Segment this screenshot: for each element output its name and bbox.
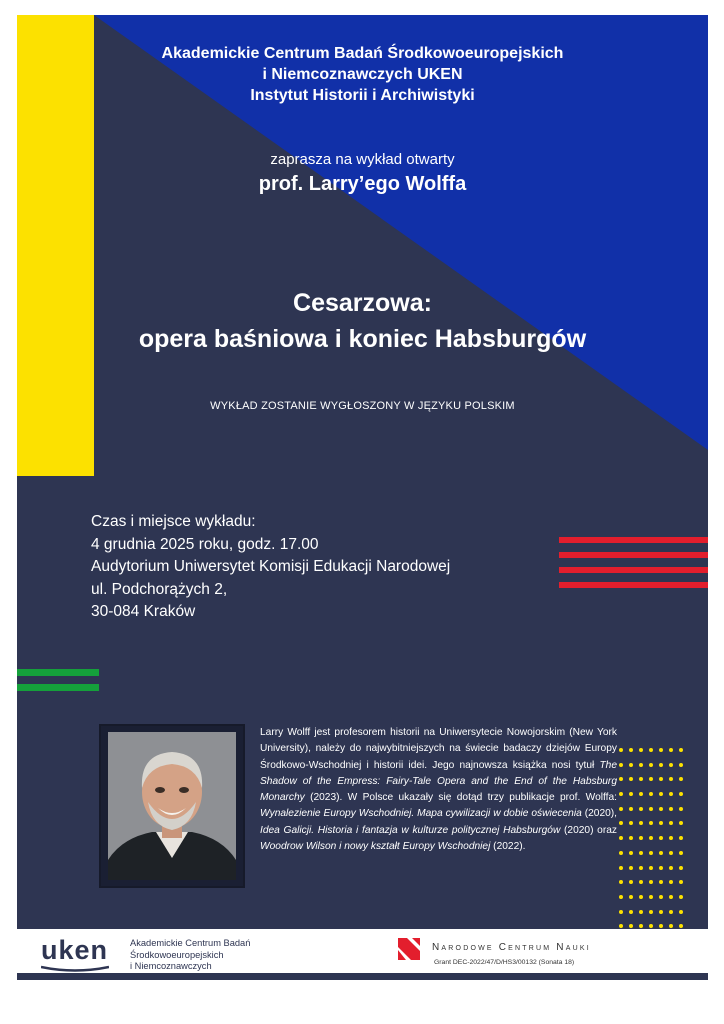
yellow-dot	[619, 895, 623, 899]
red-stripe	[559, 552, 708, 558]
bio-text: (2023). W Polsce ukazały się dotąd trzy publikacje prof. Wolffa:	[304, 792, 617, 804]
yellow-dot	[649, 836, 653, 840]
lecture-title-line-1: Cesarzowa:	[293, 289, 432, 317]
yellow-dot	[639, 910, 643, 914]
details-venue: Audytorium Uniwersytet Komisji Edukacji Narodowej	[91, 558, 451, 575]
poster	[17, 15, 708, 980]
lecture-title-line-2: opera baśniowa i koniec Habsburgów	[138, 325, 587, 353]
yellow-dot	[649, 851, 653, 855]
yellow-dot	[659, 792, 663, 796]
yellow-dot	[679, 836, 683, 840]
yellow-dot	[659, 807, 663, 811]
yellow-dot	[639, 895, 643, 899]
details-heading: Czas i miejsce wykładu:	[91, 513, 256, 530]
bio-book-title: Idea Galicji. Historia i fantazja w kulturze politycznej Habsburgów	[260, 824, 561, 836]
yellow-dot	[639, 866, 643, 870]
yellow-dot	[659, 836, 663, 840]
organizer-line-3: Instytut Historii i Archiwistyki	[250, 87, 475, 104]
yellow-dot	[639, 748, 643, 752]
footer	[17, 929, 708, 973]
yellow-dot	[619, 748, 623, 752]
organizer-line-2: i Niemcoznawczych UKEN	[262, 66, 463, 83]
organizer-line-1: Akademickie Centrum Badań Środkowoeuropejskich	[161, 45, 564, 62]
yellow-dot	[659, 851, 663, 855]
yellow-dot	[629, 910, 633, 914]
yellow-dot	[619, 763, 623, 767]
yellow-dot	[649, 895, 653, 899]
yellow-dot	[649, 777, 653, 781]
green-stripe	[17, 684, 99, 691]
yellow-dot	[659, 924, 663, 928]
yellow-dot	[659, 821, 663, 825]
bio-text: (2020),	[581, 808, 617, 820]
yellow-dot	[669, 792, 673, 796]
yellow-dot	[659, 777, 663, 781]
yellow-dot	[619, 821, 623, 825]
yellow-dot	[679, 792, 683, 796]
green-stripe	[17, 669, 99, 676]
yellow-dot	[669, 748, 673, 752]
yellow-dot	[679, 748, 683, 752]
yellow-dot	[649, 748, 653, 752]
yellow-dot	[669, 895, 673, 899]
yellow-dot	[619, 924, 623, 928]
yellow-dot	[619, 866, 623, 870]
yellow-dot	[679, 866, 683, 870]
uken-logo-swoosh-icon	[41, 965, 109, 973]
yellow-dot	[619, 777, 623, 781]
lecture-title	[17, 285, 708, 357]
yellow-dot	[679, 763, 683, 767]
yellow-dot	[619, 836, 623, 840]
yellow-dot	[679, 895, 683, 899]
speaker-photo-frame	[99, 724, 245, 888]
uken-affiliation-line: Akademickie Centrum Badań	[130, 938, 251, 948]
yellow-dot	[679, 924, 683, 928]
yellow-dot	[629, 807, 633, 811]
yellow-dot	[659, 763, 663, 767]
yellow-dot	[669, 851, 673, 855]
yellow-dot	[629, 866, 633, 870]
yellow-dot	[629, 792, 633, 796]
uken-affiliation	[130, 938, 250, 973]
yellow-dot	[649, 866, 653, 870]
yellow-dot	[659, 866, 663, 870]
yellow-dot	[659, 895, 663, 899]
yellow-dot	[649, 792, 653, 796]
yellow-dot	[639, 777, 643, 781]
bio-text: (2022).	[490, 841, 526, 853]
yellow-dot	[639, 836, 643, 840]
yellow-dot	[629, 880, 633, 884]
yellow-dot	[629, 777, 633, 781]
details-date: 4 grudnia 2025 roku, godz. 17.00	[91, 535, 319, 553]
lecture-details	[91, 511, 450, 624]
bio-book-title: Woodrow Wilson i nowy kształt Europy Wschodniej	[260, 841, 491, 853]
yellow-dot	[619, 910, 623, 914]
yellow-dot	[669, 763, 673, 767]
yellow-dot	[669, 807, 673, 811]
yellow-dot	[639, 807, 643, 811]
yellow-dot	[629, 821, 633, 825]
yellow-dot	[649, 763, 653, 767]
yellow-dot	[659, 748, 663, 752]
bio-text: Larry Wolff jest profesorem historii na Uniwersytecie Nowojorskim (New York University), należy do najwybitniejszych na świecie badaczy dziejów Europy Środkowo-Wschodniej i historii idei. Jego najnowsza książka nosi tytuł	[260, 727, 617, 771]
yellow-dot	[639, 924, 643, 928]
yellow-dot	[639, 821, 643, 825]
yellow-dot	[659, 880, 663, 884]
bio-text: (2020) oraz	[560, 824, 617, 836]
yellow-dot	[679, 880, 683, 884]
yellow-dot	[669, 836, 673, 840]
uken-logo: uken	[41, 935, 109, 965]
yellow-dot	[629, 836, 633, 840]
yellow-dot	[669, 924, 673, 928]
uken-affiliation-line: Środkowoeuropejskich	[130, 949, 224, 960]
organizer-block	[17, 43, 708, 106]
yellow-dot	[649, 880, 653, 884]
yellow-dot	[629, 748, 633, 752]
yellow-dot	[679, 807, 683, 811]
yellow-dot	[629, 851, 633, 855]
yellow-dot	[679, 910, 683, 914]
speaker-name: prof. Larry’ego Wolffa	[258, 173, 467, 195]
bio-book-title: The Shadow of the Empress: Fairy-Tale Opera and the End of the Habsburg Monarchy	[260, 759, 617, 804]
invite-text: zaprasza na wykład otwarty	[270, 151, 455, 168]
details-street: ul. Podchorążych 2,	[91, 580, 228, 598]
uken-affiliation-line: i Niemcoznawczych	[130, 961, 212, 971]
red-stripe	[559, 567, 708, 573]
yellow-dot	[629, 895, 633, 899]
yellow-dot	[669, 866, 673, 870]
speaker-bio	[260, 725, 617, 855]
bio-book-title: Wynalezienie Europy Wschodniej. Mapa cywilizacji w dobie oświecenia	[260, 808, 582, 820]
yellow-dot	[679, 821, 683, 825]
details-city: 30-084 Kraków	[91, 603, 196, 620]
yellow-dot	[669, 910, 673, 914]
yellow-dot	[679, 851, 683, 855]
yellow-dot	[639, 851, 643, 855]
yellow-dot-grid	[619, 748, 689, 943]
red-stripe	[559, 582, 708, 588]
language-note: WYKŁAD ZOSTANIE WYGŁOSZONY W JĘZYKU POLSKIM	[210, 400, 515, 412]
yellow-dot	[619, 807, 623, 811]
yellow-dot	[669, 777, 673, 781]
yellow-dot	[669, 821, 673, 825]
yellow-dot	[649, 924, 653, 928]
yellow-dot	[649, 821, 653, 825]
red-stripe	[559, 537, 708, 543]
yellow-dot	[619, 851, 623, 855]
yellow-dot	[649, 910, 653, 914]
speaker-photo	[108, 732, 236, 880]
ncn-grant: Grant DEC-2022/47/D/HS3/00132 (Sonata 18)	[434, 959, 575, 966]
yellow-dot	[679, 777, 683, 781]
ncn-logo-icon	[398, 938, 420, 960]
yellow-dot	[619, 880, 623, 884]
yellow-dot	[659, 910, 663, 914]
yellow-dot	[629, 924, 633, 928]
yellow-dot	[639, 792, 643, 796]
yellow-dot	[619, 792, 623, 796]
yellow-dot	[639, 763, 643, 767]
yellow-dot	[639, 880, 643, 884]
speaker-portrait-illustration	[108, 732, 236, 880]
yellow-dot	[669, 880, 673, 884]
yellow-dot	[629, 763, 633, 767]
ncn-name: Narodowe Centrum Nauki	[432, 942, 591, 953]
yellow-dot	[649, 807, 653, 811]
